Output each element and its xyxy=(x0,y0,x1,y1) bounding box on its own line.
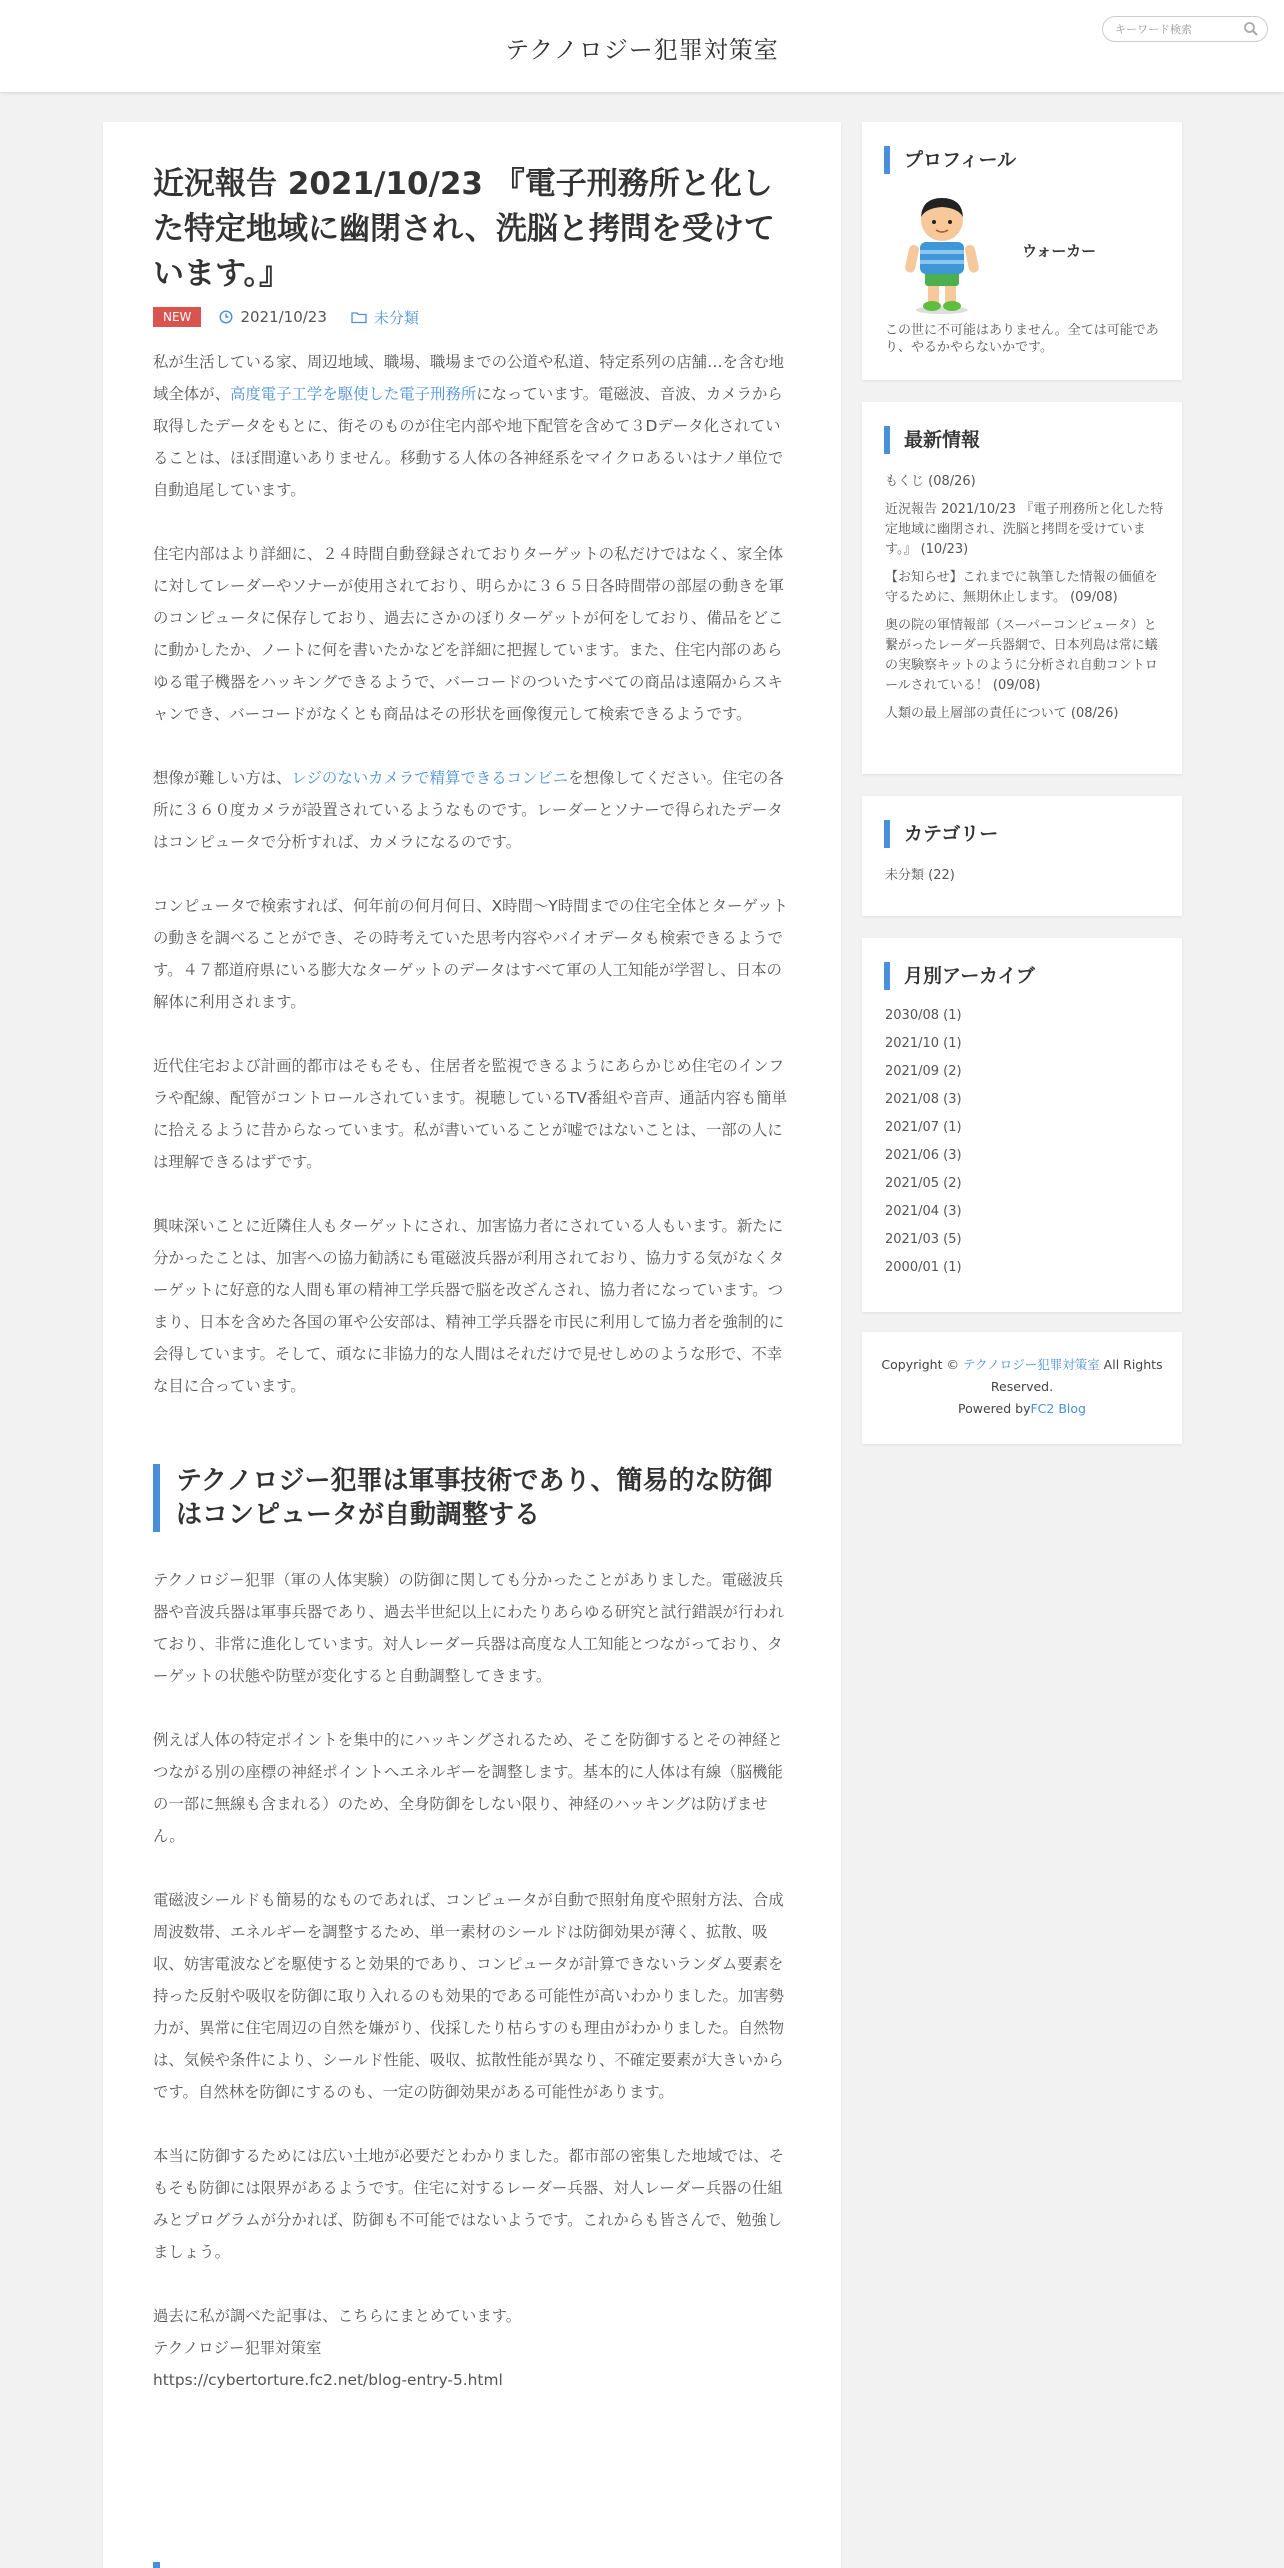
paragraph-text: 私が生活している家、周辺地域、職場、職場までの公道や私道、特定系列の店舗…を含む地域全体が、 xyxy=(153,353,785,403)
paragraph-text: になっています。電磁波、音波、カメラから取得したデータをもとに、街そのものが住宅内部や地下配管を含めて３Dデータ化されていることは、ほぼ間違いありません。移動する人体の各神経系をマイクロあるいはナノ単位で自動追尾しています。 xyxy=(153,385,784,499)
recent-post-item[interactable]: 人類の最上層部の責任について (08/26) xyxy=(885,706,1119,721)
paragraph-5: 近代住宅および計画的都市はそもそも、住居者を監視できるようにあらかじめ住宅のインフラや配線、配管がコントロールされています。視聴しているTV番組や音声、通話内容も簡単に拾えるように昔からなっています。私が書いていることが嘘ではないことは、一部の人には理解できるはずです。 xyxy=(153,1057,788,1171)
copyright-prefix: Copyright © xyxy=(881,1357,963,1372)
footer-widget xyxy=(862,1332,1182,1444)
archive-item[interactable]: 2021/04 (3) xyxy=(885,1204,962,1219)
site-header xyxy=(0,0,1284,92)
archive-widget xyxy=(862,938,1182,1312)
summary-text: 過去に私が調べた記事は、こちらにまとめています。 xyxy=(153,2307,522,2325)
search-icon[interactable] xyxy=(1243,21,1259,37)
blog-entry-link[interactable]: https://cybertorture.fc2.net/blog-entry-5.html xyxy=(153,2371,503,2389)
profile-description: この世に不可能はありません。全ては可能であり、やるかやらないかです。 xyxy=(885,323,1159,355)
paragraph-8: 例えば人体の特定ポイントを集中的にハッキングされるため、そこを防御するとその神経とつながる別の座標の神経ポイントへエネルギーを調整します。基本的に人体は有線（脳機能の一部に無線も含まれる）のため、全身防御をしない限り、神経のハッキングは防げません。 xyxy=(153,1731,783,1845)
recent-post-item[interactable]: もくじ (08/26) xyxy=(885,474,976,489)
post-date-text: 2021/10/23 xyxy=(240,308,327,326)
widget-title-archive: 月別アーカイブ xyxy=(884,962,1035,990)
new-badge: NEW xyxy=(153,307,201,327)
search-input[interactable] xyxy=(1115,21,1235,37)
archive-item[interactable]: 2021/05 (2) xyxy=(885,1176,962,1191)
post-date xyxy=(219,308,326,326)
article-card xyxy=(103,122,841,2568)
site-title[interactable]: テクノロジー犯罪対策室 xyxy=(505,36,779,64)
next-heading-bar xyxy=(153,2562,160,2568)
copyright-suffix: All Rights Reserved. xyxy=(990,1357,1163,1394)
archive-item[interactable]: 2021/07 (1) xyxy=(885,1120,962,1135)
avatar xyxy=(892,190,992,315)
section-heading: テクノロジー犯罪は軍事技術であり、簡易的な防御はコンピュータが自動調整する xyxy=(153,1464,793,1532)
cashierless-store-link[interactable]: レジのないカメラで精算できるコンビニ xyxy=(291,769,569,787)
paragraph-2: 住宅内部はより詳細に、２４時間自動登録されておりターゲットの私だけではなく、家全体に対してレーダーやソナーが使用されており、明らかに３６５日各時間帯の部屋の動きを軍のコンピュータに保存しており、過去にさかのぼりターゲットが何をしており、備品をどこに動かしたか、ノートに何を書いたかなどを詳細に把握しています。また、住宅内部のあらゆる電子機器をハッキングできるようで、バーコードのついたすべての商品は遠隔からスキャンでき、バーコードがなくとも商品はその形状を画像復元して検索できるようです。 xyxy=(153,545,785,723)
archive-item[interactable]: 2021/08 (3) xyxy=(885,1092,962,1107)
archive-item[interactable]: 2030/08 (1) xyxy=(885,1008,962,1023)
paragraph-6: 興味深いことに近隣住人もターゲットにされ、加害協力者にされている人もいます。新たに分かったことは、加害への協力勧誘にも電磁波兵器が利用されており、協力する気がなくターゲットに好意的な人間も軍の精神工学兵器で脳を改ざんされ、協力者になっています。つまり、日本を含めた各国の軍や公安部は、精神工学兵器を市民に利用して協力者を強制的に会得しています。そして、頑なに非協力的な人間はそれだけで見せしめのような形で、不幸な目に合っています。 xyxy=(153,1217,785,1395)
blog-name: テクノロジー犯罪対策室 xyxy=(153,2339,322,2357)
post-category[interactable] xyxy=(351,307,419,328)
profile-name: ウォーカー xyxy=(1022,242,1097,260)
recent-posts-widget xyxy=(862,402,1182,774)
category-link[interactable]: 未分類 xyxy=(373,308,419,327)
copyright-link[interactable]: テクノロジー犯罪対策室 xyxy=(962,1357,1100,1372)
folder-icon xyxy=(351,310,367,324)
widget-title-category: カテゴリー xyxy=(884,820,998,848)
recent-post-item[interactable]: 【お知らせ】これまでに執筆した情報の価値を守るために、無期休止します。 (09/08) xyxy=(885,570,1158,605)
article-body xyxy=(153,346,793,2396)
archive-list xyxy=(885,1006,1165,1286)
profile-widget xyxy=(862,122,1182,380)
category-list xyxy=(885,866,1165,886)
category-item[interactable]: 未分類 (22) xyxy=(885,868,955,883)
paragraph-text: 想像が難しい方は、 xyxy=(153,769,292,787)
archive-item[interactable]: 2021/09 (2) xyxy=(885,1064,962,1079)
archive-item[interactable]: 2021/10 (1) xyxy=(885,1036,962,1051)
powered-prefix: Powered by xyxy=(958,1401,1031,1416)
electronic-prison-link[interactable]: 高度電子工学を駆使した電子刑務所 xyxy=(229,385,477,403)
search-box[interactable] xyxy=(1102,16,1268,42)
paragraph-10: 本当に防御するためには広い土地が必要だとわかりました。都市部の密集した地域では、そもそも防御には限界があるようです。住宅に対するレーダー兵器、対人レーダー兵器の仕組みとプログラムが分かれば、防御も不可能ではないようです。これからも皆さんで、勉強しましょう。 xyxy=(153,2147,785,2261)
recent-post-item[interactable]: 近況報告 2021/10/23 『電子刑務所と化した特定地域に幽閉され、洗脳と拷問を受けています。』 (10/23) xyxy=(885,502,1164,557)
clock-icon xyxy=(219,310,233,324)
paragraph-11 xyxy=(153,2300,793,2396)
paragraph-3 xyxy=(153,762,793,858)
recent-post-item[interactable]: 奥の院の軍情報部（スーパーコンピュータ）と繋がったレーダー兵器網で、日本列島は常に蟻の実験察キットのように分析され自動コントロールされている！ (09/08) xyxy=(885,618,1158,693)
category-widget xyxy=(862,796,1182,916)
article-title: 近況報告 2021/10/23 『電子刑務所と化した特定地域に幽閉され、洗脳と拷問を受けています。』 xyxy=(153,166,775,292)
fc2-blog-link[interactable]: FC2 Blog xyxy=(1030,1401,1086,1416)
paragraph-text: を想像してください。住宅の各所に３６０度カメラが設置されているようなものです。レーダーとソナーで得られたデータはコンピュータで分析すれば、カメラになるのです。 xyxy=(153,769,784,851)
recent-posts-list xyxy=(885,472,1165,732)
archive-item[interactable]: 2021/06 (3) xyxy=(885,1148,962,1163)
copyright xyxy=(872,1354,1172,1420)
widget-title-profile: プロフィール xyxy=(884,146,1016,174)
widget-title-recent: 最新情報 xyxy=(884,426,980,454)
paragraph-1 xyxy=(153,346,793,506)
paragraph-7: テクノロジー犯罪（軍の人体実験）の防御に関しても分かったことがありました。電磁波兵器や音波兵器は軍事兵器であり、過去半世紀以上にわたりあらゆる研究と試行錯誤が行われており、非常に進化しています。対人レーダー兵器は高度な人工知能とつながっており、ターゲットの状態や防壁が変化すると自動調整してきます。 xyxy=(153,1571,785,1685)
paragraph-9: 電磁波シールドも簡易的なものであれば、コンピュータが自動で照射角度や照射方法、合成周波数帯、エネルギーを調整するため、単一素材のシールドは防御効果が薄く、拡散、吸収、妨害電波などを駆使すると効果的であり、コンピュータが計算できないランダム要素を持った反射や吸収を防御に取り入れるのも効果的である可能性が高いわかりました。加害勢力が、異常に住宅周辺の自然を嫌がり、伐採したり枯らすのも理由がわかりました。自然物は、気候や条件により、シールド性能、吸収、拡散性能が異なり、不確定要素が大きいからです。自然林を防御にするのも、一定の防御効果がある可能性があります。 xyxy=(153,1891,785,2101)
archive-item[interactable]: 2000/01 (1) xyxy=(885,1260,962,1275)
article-meta xyxy=(153,306,419,328)
paragraph-4: コンピュータで検索すれば、何年前の何月何日、X時間～Y時間までの住宅全体とターゲットの動きを調べることができ、その時考えていた思考内容やバイオデータも検索できるようです。４７都道府県にいる膨大なターゲットのデータはすべて軍の人工知能が学習し、日本の解体に利用されます。 xyxy=(153,897,788,1011)
archive-item[interactable]: 2021/03 (5) xyxy=(885,1232,962,1247)
